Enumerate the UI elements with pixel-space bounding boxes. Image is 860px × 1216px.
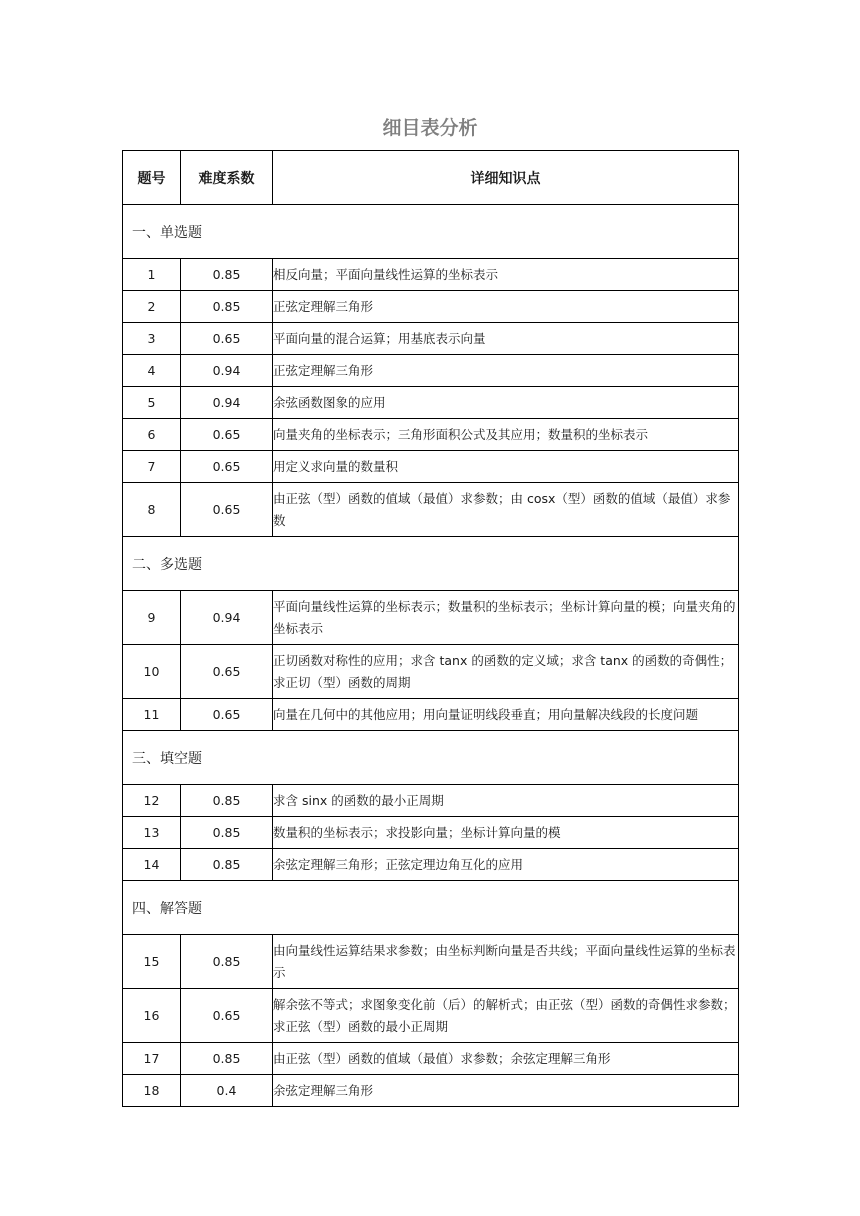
- difficulty-cell: 0.65: [181, 699, 273, 731]
- analysis-table: [122, 150, 739, 1107]
- header-knowledge-points: 详细知识点: [273, 151, 739, 205]
- question-number-cell: 5: [123, 387, 181, 419]
- table-row: [123, 323, 739, 355]
- knowledge-points-cell: 由向量线性运算结果求参数；由坐标判断向量是否共线；平面向量线性运算的坐标表示: [273, 935, 739, 989]
- section-row: [123, 537, 739, 591]
- question-number-cell: 13: [123, 817, 181, 849]
- knowledge-points-cell: 正切函数对称性的应用；求含 tanx 的函数的定义域；求含 tanx 的函数的奇偶性；求正切（型）函数的周期: [273, 645, 739, 699]
- question-number-cell: 10: [123, 645, 181, 699]
- table-row: [123, 451, 739, 483]
- knowledge-points-cell: 解余弦不等式；求图象变化前（后）的解析式；由正弦（型）函数的奇偶性求参数；求正弦（型）函数的最小正周期: [273, 989, 739, 1043]
- question-number-cell: 18: [123, 1075, 181, 1107]
- table-header-row: [123, 151, 739, 205]
- section-title: 二、多选题: [123, 537, 739, 591]
- table-row: [123, 355, 739, 387]
- header-difficulty: 难度系数: [181, 151, 273, 205]
- knowledge-points-cell: 平面向量线性运算的坐标表示；数量积的坐标表示；坐标计算向量的模；向量夹角的坐标表示: [273, 591, 739, 645]
- question-number-cell: 6: [123, 419, 181, 451]
- knowledge-points-cell: 相反向量；平面向量线性运算的坐标表示: [273, 259, 739, 291]
- table-row: [123, 1075, 739, 1107]
- section-title: 一、单选题: [123, 205, 739, 259]
- difficulty-cell: 0.65: [181, 483, 273, 537]
- knowledge-points-cell: 求含 sinx 的函数的最小正周期: [273, 785, 739, 817]
- knowledge-points-cell: 由正弦（型）函数的值域（最值）求参数；由 cosx（型）函数的值域（最值）求参数: [273, 483, 739, 537]
- difficulty-cell: 0.94: [181, 387, 273, 419]
- table-row: [123, 1043, 739, 1075]
- section-row: [123, 205, 739, 259]
- question-number-cell: 7: [123, 451, 181, 483]
- question-number-cell: 2: [123, 291, 181, 323]
- question-number-cell: 14: [123, 849, 181, 881]
- difficulty-cell: 0.65: [181, 989, 273, 1043]
- difficulty-cell: 0.65: [181, 323, 273, 355]
- table-row: [123, 989, 739, 1043]
- knowledge-points-cell: 数量积的坐标表示；求投影向量；坐标计算向量的模: [273, 817, 739, 849]
- knowledge-points-cell: 正弦定理解三角形: [273, 355, 739, 387]
- difficulty-cell: 0.85: [181, 291, 273, 323]
- page-title: 细目表分析: [382, 117, 478, 139]
- difficulty-cell: 0.85: [181, 1043, 273, 1075]
- table-row: [123, 699, 739, 731]
- difficulty-cell: 0.85: [181, 259, 273, 291]
- difficulty-cell: 0.85: [181, 785, 273, 817]
- header-number: 题号: [123, 151, 181, 205]
- difficulty-cell: 0.65: [181, 419, 273, 451]
- difficulty-cell: 0.65: [181, 645, 273, 699]
- table-row: [123, 483, 739, 537]
- table-row: [123, 849, 739, 881]
- knowledge-points-cell: 余弦函数图象的应用: [273, 387, 739, 419]
- question-number-cell: 4: [123, 355, 181, 387]
- table-row: [123, 785, 739, 817]
- difficulty-cell: 0.85: [181, 849, 273, 881]
- knowledge-points-cell: 由正弦（型）函数的值域（最值）求参数；余弦定理解三角形: [273, 1043, 739, 1075]
- table-row: [123, 419, 739, 451]
- table-row: [123, 259, 739, 291]
- question-number-cell: 17: [123, 1043, 181, 1075]
- question-number-cell: 11: [123, 699, 181, 731]
- table-row: [123, 591, 739, 645]
- question-number-cell: 12: [123, 785, 181, 817]
- question-number-cell: 16: [123, 989, 181, 1043]
- question-number-cell: 15: [123, 935, 181, 989]
- knowledge-points-cell: 向量在几何中的其他应用；用向量证明线段垂直；用向量解决线段的长度问题: [273, 699, 739, 731]
- question-number-cell: 1: [123, 259, 181, 291]
- difficulty-cell: 0.65: [181, 451, 273, 483]
- table-row: [123, 291, 739, 323]
- knowledge-points-cell: 向量夹角的坐标表示；三角形面积公式及其应用；数量积的坐标表示: [273, 419, 739, 451]
- question-number-cell: 3: [123, 323, 181, 355]
- table-row: [123, 935, 739, 989]
- difficulty-cell: 0.85: [181, 935, 273, 989]
- question-number-cell: 9: [123, 591, 181, 645]
- difficulty-cell: 0.94: [181, 591, 273, 645]
- section-row: [123, 881, 739, 935]
- difficulty-cell: 0.4: [181, 1075, 273, 1107]
- section-title: 三、填空题: [123, 731, 739, 785]
- difficulty-cell: 0.85: [181, 817, 273, 849]
- knowledge-points-cell: 余弦定理解三角形: [273, 1075, 739, 1107]
- section-title: 四、解答题: [123, 881, 739, 935]
- table-row: [123, 817, 739, 849]
- question-number-cell: 8: [123, 483, 181, 537]
- knowledge-points-cell: 用定义求向量的数量积: [273, 451, 739, 483]
- knowledge-points-cell: 平面向量的混合运算；用基底表示向量: [273, 323, 739, 355]
- knowledge-points-cell: 正弦定理解三角形: [273, 291, 739, 323]
- table-body: [123, 205, 739, 1107]
- section-row: [123, 731, 739, 785]
- knowledge-points-cell: 余弦定理解三角形；正弦定理边角互化的应用: [273, 849, 739, 881]
- table-row: [123, 645, 739, 699]
- table-row: [123, 387, 739, 419]
- difficulty-cell: 0.94: [181, 355, 273, 387]
